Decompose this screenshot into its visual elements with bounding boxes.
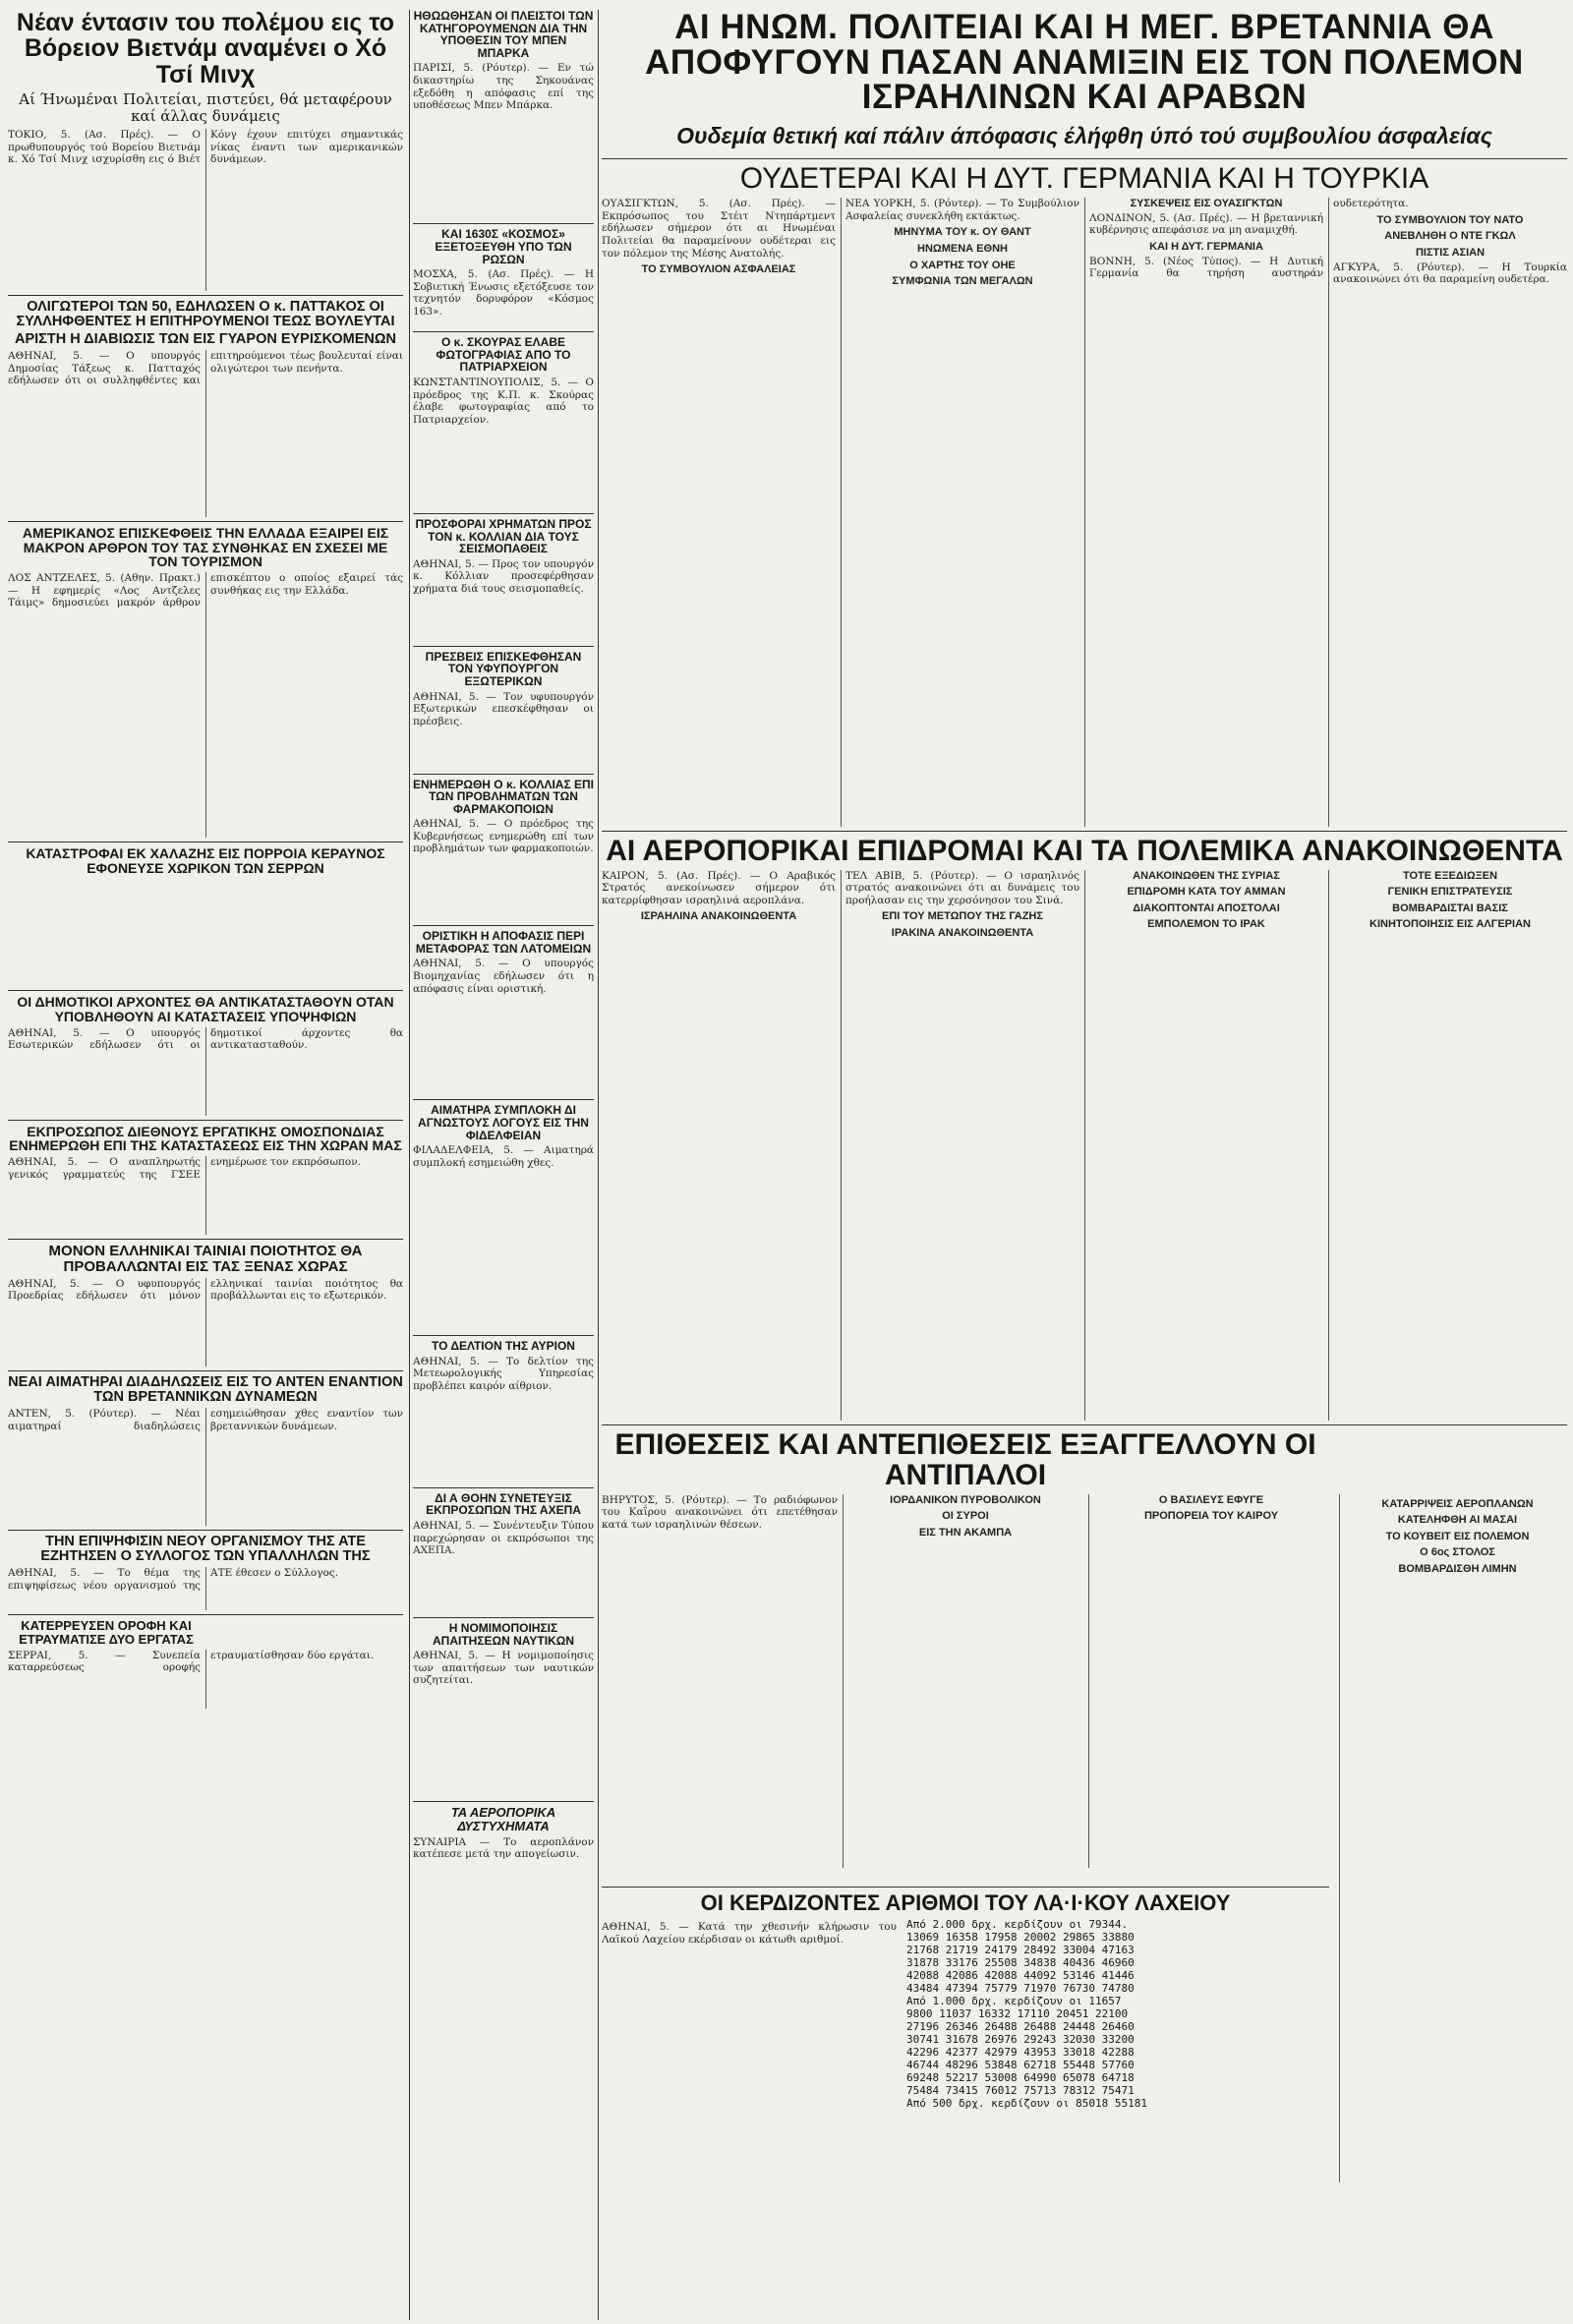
lottery-row: Από 500 δρχ. κερδίζουν οι 85018 55181	[906, 2097, 1148, 2111]
article-text: ΑΘΗΝΑΙ, 5. — Κατά την χθεσινήν κλήρωσιν του Λαϊκού Λαχείου εκέρδισαν οι κάτωθι αριθμοί.	[602, 1921, 897, 1946]
article-skouras	[413, 377, 594, 509]
divider	[413, 1617, 594, 1618]
article-text: ΑΘΗΝΑΙ, 5. — Ο πρόεδρος της Κυβερνήσεως ενημερώθη επί των προβλημάτων των φαρμακοποιών.	[413, 818, 594, 855]
headline-weather: ΤΟ ΔΕΛΤΙΟΝ ΤΗΣ ΑΥΡΙΟΝ	[432, 1339, 575, 1354]
subhead-syria: ΑΝΑΚΟΙΝΩΘΕΝ ΤΗΣ ΣΥΡΙΑΣ	[1133, 869, 1280, 882]
subhead-missions: ΔΙΑΚΟΠΤΟΝΤΑΙ ΑΠΟΣΤΟΛΑΙ	[1133, 901, 1280, 914]
subhead-planes: ΚΑΤΑΡΡΙΨΕΙΣ ΑΕΡΟΠΛΑΝΩΝ	[1381, 1497, 1534, 1510]
subhead-akaba: ΕΙΣ ΤΗΝ ΑΚΑΜΠΑ	[918, 1526, 1013, 1539]
headline-pharmacists: ΕΝΗΜΕΡΩΘΗ Ο κ. ΚΟΛΛΙΑΣ ΕΠΙ ΤΩΝ ΠΡΟΒΛΗΜΑΤΩΝ ΤΩΝ ΦΑΡΜΑΚΟΠΟΙΩΝ	[413, 777, 594, 816]
subhead-port: ΒΟΜΒΑΡΔΙΣΘΗ ΛΙΜΗΝ	[1398, 1563, 1517, 1576]
article-vietnam	[8, 129, 403, 291]
lottery-row: 75484 73415 76012 75713 78312 75471	[906, 2084, 1135, 2098]
divider	[602, 1887, 1329, 1888]
subheadline-vietnam: Αί Ήνωμέναι Πολιτείαι, πιστεύει, θά μεταφέρουν καί άλλας δυνάμεις	[19, 89, 392, 125]
left-column	[8, 10, 403, 2320]
article-air-raids	[602, 870, 1567, 1421]
article-text: ΛΟΝΔΙΝΟΝ, 5. (Ασ. Πρές). — Η βρεταννική κυβέρνησις απεφάσισε να μη αναμιχθή.	[1089, 211, 1323, 237]
headline-ahepa: ΔΙ Α ΘΟΗΝ ΣΥΝΕΤΕΥΞΙΣ ΕΚΠΡΟΣΩΠΩΝ ΤΗΣ ΑΧΕΠΑ	[426, 1490, 581, 1518]
divider	[8, 990, 403, 991]
article-municipal	[8, 1027, 403, 1116]
article-kosmos	[413, 268, 594, 327]
article-text: ΑΘΗΝΑΙ, 5. — Ο αναπληρωτής γενικός γραμματεύς της ΓΣΕΕ ενημέρωσε τον εκπρόσωπον.	[8, 1156, 361, 1181]
article-text: ΠΑΡΙΣΙ, 5. (Ρόυτερ). — Εν τώ δικαστηρίω της Σηκουάνας εξεδόθη η απόφασις επί της υποθέσεως Μπεν Μπάρκα.	[413, 62, 594, 112]
article-aden	[8, 1408, 403, 1526]
article-text: ΑΘΗΝΑΙ, 5. — Ο υπουργός Δημοσίας Τάξεως κ. Πατταχός εδήλωσεν ότι οι συλληφθέντες και επιτηρούμενοι τέως βουλευταί είναι ολιγώτεροι των πενήντα.	[8, 349, 403, 387]
subhead-big-powers: ΣΥΜΦΩΝΙΑ ΤΩΝ ΜΕΓΑΛΩΝ	[892, 275, 1033, 288]
divider	[413, 223, 594, 224]
subhead-syrians: ΟΙ ΣΥΡΟΙ	[942, 1510, 989, 1523]
subhead-germany: ΚΑΙ Η ΔΥΤ. ΓΕΡΜΑΝΙΑ	[1149, 240, 1263, 253]
subhead-charter: Ο ΧΑΡΤΗΣ ΤΟΥ ΟΗΕ	[909, 259, 1016, 271]
article-text: ΣΥΝΑΙΡΙΑ — Το αεροπλάνον κατέπεσε μετά την απογείωσιν.	[413, 1835, 594, 1861]
headline-roof: ΚΑΤΕΡΡΕΥΣΕΝ ΟΡΟΦΗ ΚΑΙ ΕΤΡΑΥΜΑΤΙΣΕ ΔΥΟ ΕΡΓΑΤΑΣ	[19, 1618, 194, 1648]
subhead-nato: ΤΟ ΣΥΜΒΟΥΛΙΟΝ ΤΟΥ ΝΑΤΟ	[1376, 213, 1524, 226]
article-text: ΜΟΣΧΑ, 5. (Ασ. Πρές). — Η Σοβιετική Ένωσις εξετόξευσε τον τεχνητόν δορυφόρον «Κόσμος 163».	[413, 268, 594, 318]
article-films	[8, 1278, 403, 1366]
article-text: ΑΘΗΝΑΙ, 5. — Ο υπουργός Βιομηχανίας εδήλωσεν ότι η απόφασις είναι οριστική.	[413, 958, 594, 995]
article-text: ΛΟΣ ΑΝΤΖΕΛΕΣ, 5. (Αθην. Πρακτ.) — Η εφημερίς «Λος Αντζελες Τάιμς» δημοσιεύει μακρόν άρθρον επισκέπτου ο οποίος εξαιρεί τάς συνθήκας εις την Ελλάδα.	[8, 571, 403, 610]
article-text: ΟΥΑΣΙΓΚΤΩΝ, 5. (Ασ. Πρές). — Εκπρόσωπος του Στέιτ Ντηπάρτμεντ εδήλωσεν σήμερον ότι αι Ηνωμέναι Πολιτείαι θα παραμείνουν ουδέτεραι εις τον πόλεμον της Μέσης Ανατολής.	[602, 198, 836, 260]
article-text: ΝΕΑ ΥΟΡΚΗ, 5. (Ρόυτερ). — Το Συμβούλιον Ασφαλείας συνεκλήθη εκτάκτως.	[845, 198, 1079, 222]
lottery-row: 9800 11037 16332 17110 20451 22100	[906, 2007, 1129, 2021]
subhead-gaza: ΕΠΙ ΤΟΥ ΜΕΤΩΠΟΥ ΤΗΣ ΓΑΖΗΣ	[882, 910, 1043, 923]
divider	[8, 1370, 403, 1371]
divider	[413, 1335, 594, 1336]
article-sailors	[413, 1650, 594, 1797]
article-text: ΑΘΗΝΑΙ, 5. — Προς τον υπουργόν κ. Κόλλιαν προσεφέρθησαν χρήματα διά τους σεισμοπαθείς.	[413, 557, 594, 595]
lottery-body	[602, 1918, 1329, 2110]
lottery-row: 69248 52217 53008 64990 65078 64718	[906, 2071, 1135, 2085]
lottery-row: Από 1.000 δρχ. κερδίζουν οι 11657	[906, 1995, 1122, 2008]
subhead-israel: ΙΣΡΑΗΛΙΝΑ ΑΝΑΚΟΙΝΩΘΕΝΤΑ	[640, 910, 797, 923]
subhead-asia: ΠΙΣΤΙΣ ΑΣΙΑΝ	[1415, 246, 1486, 259]
article-text: ΑΘΗΝΑΙ, 5. — Το θέμα της επιψηφίσεως νέου οργανισμού της ΑΤΕ έθεσεν ο Σύλλογος.	[8, 1567, 339, 1593]
article-text: ΚΩΝΣΤΑΝΤΙΝΟΥΠΟΛΙΣ, 5. — Ο πρόεδρος της Κ.Π. κ. Σκούρας έλαβε φωτογραφίας από το Πατριαρχείον.	[413, 376, 594, 426]
lottery-row: 27196 26346 26488 26488 24448 26460	[906, 2020, 1135, 2034]
article-text: ΤΟΚΙΟ, 5. (Ασ. Πρές). — Ο πρωθυπουργός τού Βορείου Βιετνάμ κ. Χό Τσί Μινχ ισχυρίσθη εις ό Βιέτ Κόνγ έχουν επιτύχει σημαντικάς νίκας έναντι των αμερικανικών δυνάμεων.	[8, 129, 403, 166]
subhead-bases: ΒΟΜΒΑΡΔΙΣΤΑΙ ΒΑΣΙΣ	[1392, 901, 1508, 914]
headline-air-accidents: ΤΑ ΑΕΡΟΠΟΡΙΚΑ ΔΥΣΤΥΧΗΜΑΤΑ	[450, 1805, 556, 1833]
article-text: ΚΑΙΡΟΝ, 5. (Ασ. Πρές). — Ο Αραβικός Στρατός ανεκοίνωσεν σήμερον ότι κατερρίφθησαν ισραηλινά αεροπλάνα.	[602, 869, 836, 906]
article-weather	[413, 1356, 594, 1483]
article-text: ΑΝΤΕΝ, 5. (Ρόυτερ). — Νέαι αιματηραί διαδηλώσεις εσημειώθησαν χθες εναντίον των βρεταννικών δυνάμεων.	[8, 1408, 403, 1432]
divider	[413, 1487, 594, 1488]
main-subheadline: Ουδεμία θετική καί πάλιν άπόφασις έλήφθη ύπό τού συμβουλίου άσφαλείας	[676, 123, 1492, 149]
article-text: ΑΘΗΝΑΙ, 5. — Ο υφυπουργός Προεδρίας εδήλωσεν ότι μόνον ελληνικαί ταινίαι ποιότητος θα προβάλλωνται εις το εξωτερικόν.	[8, 1277, 403, 1303]
headline-labour: ΕΚΠΡΟΣΩΠΟΣ ΔΙΕΘΝΟΥΣ ΕΡΓΑΤΙΚΗΣ ΟΜΟΣΠΟΝΔΙΑΣ ΕΝΗΜΕΡΩΘΗ ΕΠΙ ΤΗΣ ΚΑΤΑΣΤΑΣΕΩΣ ΕΙΣ ΤΗΝ ΧΩΡΑΝ ΜΑΣ	[9, 1123, 402, 1154]
headline-pattakos: ΟΛΙΓΩΤΕΡΟΙ ΤΩΝ 50, ΕΔΗΛΩΣΕΝ Ο κ. ΠΑΤΤΑΚΟΣ ΟΙ ΣΥΛΛΗΦΘΕΝΤΕΣ Η ΕΠΙΤΗΡΟΥΜΕΝΟΙ ΤΕΩΣ ΒΟΥΛΕΥΤΑΙ	[16, 299, 395, 330]
headline-donations: ΠΡΟΣΦΟΡΑΙ ΧΡΗΜΑΤΩΝ ΠΡΟΣ ΤΟΝ κ. ΚΟΛΛΙΑΝ ΔΙΑ ΤΟΥΣ ΣΕΙΣΜΟΠΑΘΕΙΣ	[415, 516, 592, 556]
subhead-amman: ΕΠΙΔΡΟΜΗ ΚΑΤΑ ΤΟΥ ΑΜΜΑΝ	[1127, 886, 1286, 899]
subhead-kuwait: ΤΟ ΚΟΥΒΕΙΤ ΕΙΣ ΠΟΛΕΜΟΝ	[1385, 1530, 1530, 1542]
subhead-council: ΤΟ ΣΥΜΒΟΥΛΙΟΝ ΑΣΦΑΛΕΙΑΣ	[641, 263, 796, 276]
divider	[8, 521, 403, 522]
lottery-row: 46744 48296 53848 62718 55448 57760	[906, 2059, 1135, 2072]
article-text: ΒΗΡΥΤΟΣ, 5. (Ρόυτερ). — Το ραδιόφωνον του Καΐρου ανακοινώνει ότι επετέθησαν κατά των ισραηλινών θέσεων.	[602, 1493, 838, 1531]
lottery-row: 42296 42377 42979 43953 33018 42288	[906, 2046, 1135, 2060]
subhead-king: Ο ΒΑΣΙΛΕΥΣ ΕΦΥΓΕ	[1158, 1493, 1264, 1506]
divider	[8, 1120, 403, 1121]
subhead-cairo: ΠΡΟΠΟΡΕΙΑ ΤΟΥ ΚΑΙΡΟΥ	[1143, 1510, 1279, 1523]
headline-skouras: Ο κ. ΣΚΟΥΡΑΣ ΕΛΑΒΕ ΦΩΤΟΓΡΑΦΙΑΣ ΑΠΟ ΤΟ ΠΑΤΡΙΑΡΧΕΙΟΝ	[436, 335, 571, 375]
article-right-column	[1339, 1494, 1567, 2182]
headline-films: ΜΟΝΟΝ ΕΛΛΗΝΙΚΑΙ ΤΑΙΝΙΑΙ ΠΟΙΟΤΗΤΟΣ ΘΑ ΠΡΟΒΑΛΛΩΝΤΑΙ ΕΙΣ ΤΑΣ ΞΕΝΑΣ ΧΩΡΑΣ	[48, 1243, 363, 1275]
divider	[602, 1424, 1567, 1425]
headline-kosmos: ΚΑΙ 1630Σ «ΚΟΣΜΟΣ» ΕΞΕΤΟΞΕΥΘΗ ΥΠΟ ΤΩΝ ΡΩΣΩΝ	[435, 227, 572, 266]
article-tourism	[8, 572, 403, 838]
subhead-algeria: ΚΙΝΗΤΟΠΟΙΗΣΙΣ ΕΙΣ ΑΛΓΕΡΙΑΝ	[1369, 918, 1531, 931]
headline-sailors: Η ΝΟΜΙΜΟΠΟΙΗΣΙΣ ΑΠΑΙΤΗΣΕΩΝ ΝΑΥΤΙΚΩΝ	[432, 1621, 575, 1648]
article-neutral	[602, 198, 1567, 827]
lottery-numbers	[906, 1918, 1329, 2110]
headline-ambassadors: ΠΡΕΣΒΕΙΣ ΕΠΙΣΚΕΦΘΗΣΑΝ ΤΟΝ ΥΦΥΠΟΥΡΓΟΝ ΕΞΩΤΕΡΙΚΩΝ	[425, 649, 582, 688]
headline-attacks: ΕΠΙΘΕΣΕΙΣ ΚΑΙ ΑΝΤΕΠΙΘΕΣΕΙΣ ΕΞΑΓΓΕΛΛΟΥΝ ΟΙ ΑΝΤΙΠΑΛΟΙ	[614, 1427, 1316, 1492]
divider	[602, 831, 1567, 832]
headline-hail: ΚΑΤΑΣΤΡΟΦΑΙ ΕΚ ΧΑΛΑΖΗΣ ΕΙΣ ΠΟΡΡΟΙΑ ΚΕΡΑΥΝΟΣ ΕΦΟΝΕΥΣΕ ΧΩΡΙΚΟΝ ΤΩΝ ΣΕΡΡΩΝ	[26, 844, 385, 876]
subhead-iraq: ΙΡΑΚΙΝΑ ΑΝΑΚΟΙΝΩΘΕΝΤΑ	[891, 927, 1034, 940]
lottery-section	[602, 1883, 1329, 2110]
lottery-row: 21768 21719 24179 28492 33004 47163	[906, 1944, 1135, 1957]
article-ahepa	[413, 1520, 594, 1613]
second-column	[413, 10, 594, 2320]
headline-philadelphia: ΑΙΜΑΤΗΡΑ ΣΥΜΠΛΟΚΗ ΔΙ ΑΓΝΩΣΤΟΥΣ ΛΟΓΟΥΣ ΕΙΣ ΤΗΝ ΦΙΔΕΛΦΕΙΑΝ	[418, 1103, 589, 1142]
headline-ben-barka: ΗΘΩΩΘΗΣΑΝ ΟΙ ΠΛΕΙΣΤΟΙ ΤΩΝ ΚΑΤΗΓΟΡΟΥΜΕΝΩΝ ΔΙΑ ΤΗΝ ΥΠΟΘΕΣΙΝ ΤΟΥ ΜΠΕΝ ΜΠΑΡΚΑ	[413, 10, 594, 60]
main-area	[602, 10, 1567, 2320]
headline-gyaros: ΑΡΙΣΤΗ Η ΔΙΑΒΙΩΣΙΣ ΤΩΝ ΕΙΣ ΓΥΑΡΟΝ ΕΥΡΙΣΚΟΜΕΝΩΝ	[15, 330, 396, 347]
headline-ate: ΤΗΝ ΕΠΙΨΗΦΙΣΙΝ ΝΕΟΥ ΟΡΓΑΝΙΣΜΟΥ ΤΗΣ ΑΤΕ ΕΖΗΤΗΣΕΝ Ο ΣΥΛΛΟΓΟΣ ΤΩΝ ΥΠΑΛΛΗΛΩΝ ΤΗΣ	[40, 1534, 371, 1565]
article-hail	[8, 878, 403, 986]
headline-vietnam: Νέαν έντασιν του πολέμου εις το Βόρειον Βιετνάμ αναμένει ο Χό Τσί Μινχ	[16, 10, 395, 88]
article-text: ΑΘΗΝΑΙ, 5. — Ο υπουργός Εσωτερικών εδήλωσεν ότι οι δημοτικοί άρχοντες θα αντικατασταθούν.	[8, 1026, 403, 1052]
divider	[8, 295, 403, 296]
article-attacks	[602, 1494, 1329, 1868]
article-text: ΑΘΗΝΑΙ, 5. — Τον υφυπουργόν Εξωτερικών επεσκέφθησαν οι πρέσβεις.	[413, 690, 594, 727]
article-philadelphia	[413, 1144, 594, 1331]
subhead-masai: ΚΑΤΕΛΗΦΘΗ ΑΙ ΜΑΣΑΙ	[1397, 1514, 1518, 1527]
article-donations	[413, 558, 594, 642]
divider	[8, 1239, 403, 1240]
divider	[413, 1801, 594, 1802]
divider	[8, 1614, 403, 1615]
headline-aden: ΝΕΑΙ ΑΙΜΑΤΗΡΑΙ ΔΙΑΔΗΛΩΣΕΙΣ ΕΙΣ ΤΟ ΑΝΤΕΝ ΕΝΑΝΤΙΟΝ ΤΩΝ ΒΡΕΤΑΝΝΙΚΩΝ ΔΥΝΑΜΕΩΝ	[8, 1373, 403, 1405]
subhead-jordan: ΙΟΡΔΑΝΙΚΟΝ ΠΥΡΟΒΟΛΙΚΟΝ	[890, 1493, 1041, 1506]
headline-tourism: ΑΜΕΡΙΚΑΝΟΣ ΕΠΙΣΚΕΦΘΕΙΣ ΤΗΝ ΕΛΛΑΔΑ ΕΞΑΙΡΕΙ ΕΙΣ ΜΑΚΡΟΝ ΑΡΘΡΟΝ ΤΟΥ ΤΑΣ ΣΥΝΘΗΚΑΣ ΕΝ ΣΧΕΣΕΙ ΜΕ ΤΟΝ ΤΟΥΡΙΣΜΟΝ	[22, 524, 389, 570]
lottery-row: Από 2.000 δρχ. κερδίζουν οι 79344.	[906, 1918, 1129, 1932]
headline-quarries: ΟΡΙΣΤΙΚΗ Η ΑΠΟΦΑΣΙΣ ΠΕΡΙ ΜΕΤΑΦΟΡΑΣ ΤΩΝ ΛΑΤΟΜΕΙΩΝ	[415, 929, 592, 956]
lottery-row: 13069 16358 17958 20002 29865 33880	[906, 1931, 1135, 1945]
article-text: ΒΟΝΝΗ, 5. (Νέος Τύπος). — Η Δυτική Γερμανία θα τηρήση αυστηράν ουδετερότητα.	[1089, 198, 1409, 280]
subhead-uthant: ΜΗΝΥΜΑ ΤΟΥ κ. ΟΥ ΘΑΝΤ	[894, 226, 1031, 239]
column-rule	[409, 10, 410, 2320]
article-air-accidents	[413, 1836, 594, 2063]
subhead-mobilisation: ΓΕΝΙΚΗ ΕΠΙΣΤΡΑΤΕΥΣΙΣ	[1387, 886, 1513, 899]
divider	[602, 158, 1567, 159]
subhead-iraq-war: ΕΜΠΟΛΕΜΟΝ ΤΟ ΙΡΑΚ	[1147, 918, 1265, 931]
lottery-row: 43484 47394 75779 71970 76730 74780	[906, 1982, 1135, 1996]
article-labour	[8, 1156, 403, 1235]
article-pattakos	[8, 350, 403, 517]
subhead-expelled: ΤΟΤΕ ΕΞΕΔΙΩΞΕΝ	[1402, 869, 1498, 882]
lottery-row: 31878 33176 25508 34838 40436 46960	[906, 1956, 1135, 1970]
divider	[413, 774, 594, 775]
article-text: ΤΕΛ ΑΒΙΒ, 5. (Ρόυτερ). — Ο ισραηλινός στρατός ανακοινώνει ότι αι δυνάμεις του προήλασαν εις την χερσόνησον του Σινά.	[845, 869, 1079, 906]
headline-lottery: ΟΙ ΚΕΡΔΙΖΟΝΤΕΣ ΑΡΙΘΜΟΙ ΤΟΥ ΛΑ·Ι·ΚΟΥ ΛΑΧΕΙΟΥ	[700, 1890, 1231, 1915]
article-ate	[8, 1567, 403, 1610]
article-text: ΑΘΗΝΑΙ, 5. — Συνέντευξιν Τύπου παρεχώρησαν οι εκπρόσωποι της ΑΧΕΠΑ.	[413, 1520, 594, 1557]
article-text: ΣΕΡΡΑΙ, 5. — Συνεπεία καταρρεύσεως οροφής ετραυματίσθησαν δύο εργάται.	[8, 1649, 375, 1674]
lottery-row: 42088 42086 42088 44092 53146 41446	[906, 1969, 1135, 1983]
main-headline: ΑΙ ΗΝΩΜ. ΠΟΛΙΤΕΙΑΙ ΚΑΙ Η ΜΕΓ. ΒΡΕΤΑΝΝΙΑ ΘΑ ΑΠΟΦΥΓΟΥΝ ΠΑΣΑΝ ΑΝΑΜΙΞΙΝ ΕΙΣ ΤΟΝ ΠΟΛΕΜΟΝ ΙΣΡΑΗΛΙΝΩΝ ΚΑΙ ΑΡΑΒΩΝ	[645, 10, 1524, 117]
article-ben-barka	[413, 62, 594, 219]
article-text: ΑΘΗΝΑΙ, 5. — Το δελτίον της Μετεωρολογικής Υπηρεσίας προβλέπει καιρόν αίθριον.	[413, 1355, 594, 1393]
article-lottery	[602, 1921, 897, 2107]
subhead-washington: ΣΥΣΚΕΨΕΙΣ ΕΙΣ ΟΥΑΣΙΓΚΤΩΝ	[1130, 198, 1283, 210]
divider	[413, 331, 594, 332]
article-roof	[8, 1650, 403, 1709]
divider	[413, 925, 594, 926]
article-text: ΦΙΛΑΔΕΛΦΕΙΑ, 5. — Αιματηρά συμπλοκή εσημειώθη χθες.	[413, 1144, 594, 1169]
lottery-row: 30741 31678 26976 29243 32030 33200	[906, 2033, 1135, 2047]
headline-municipal: ΟΙ ΔΗΜΟΤΙΚΟΙ ΑΡΧΟΝΤΕΣ ΘΑ ΑΝΤΙΚΑΤΑΣΤΑΘΟΥΝ ΟΤΑΝ ΥΠΟΒΛΗΘΟΥΝ ΑΙ ΚΑΤΑΣΤΑΣΕΙΣ ΥΠΟΨΗΦΙΩΝ	[17, 994, 394, 1025]
column-rule	[598, 10, 599, 2320]
subhead-un: ΗΝΩΜΕΝΑ ΕΘΝΗ	[917, 242, 1008, 255]
article-pharmacists	[413, 818, 594, 921]
article-ambassadors	[413, 691, 594, 770]
article-quarries	[413, 958, 594, 1095]
divider	[413, 1099, 594, 1100]
headline-neutral: ΟΥΔΕΤΕΡΑΙ ΚΑΙ Η ΔΥΤ. ΓΕΡΜΑΝΙΑ ΚΑΙ Η ΤΟΥΡΚΙΑ	[739, 161, 1429, 195]
divider	[413, 646, 594, 647]
divider	[8, 1530, 403, 1531]
article-text: ΑΓΚΥΡΑ, 5. (Ρόυτερ). — Η Τουρκία ανακοινώνει ότι θα παραμείνη ουδετέρα.	[1333, 261, 1567, 286]
divider	[413, 513, 594, 514]
article-text: ΑΘΗΝΑΙ, 5. — Η νομιμοποίησις των απαιτήσεων των ναυτικών συζητείται.	[413, 1650, 594, 1687]
subhead-degaulle: ΑΝΕΒΛΗΘΗ Ο ΝΤΕ ΓΚΩΛ	[1384, 230, 1516, 243]
subhead-fleet: Ο 6ος ΣΤΟΛΟΣ	[1420, 1546, 1495, 1559]
headline-air-raids: ΑΙ ΑΕΡΟΠΟΡΙΚΑΙ ΕΠΙΔΡΟΜΑΙ ΚΑΙ ΤΑ ΠΟΛΕΜΙΚΑ ΑΝΑΚΟΙΝΩΘΕΝΤΑ	[606, 835, 1563, 868]
